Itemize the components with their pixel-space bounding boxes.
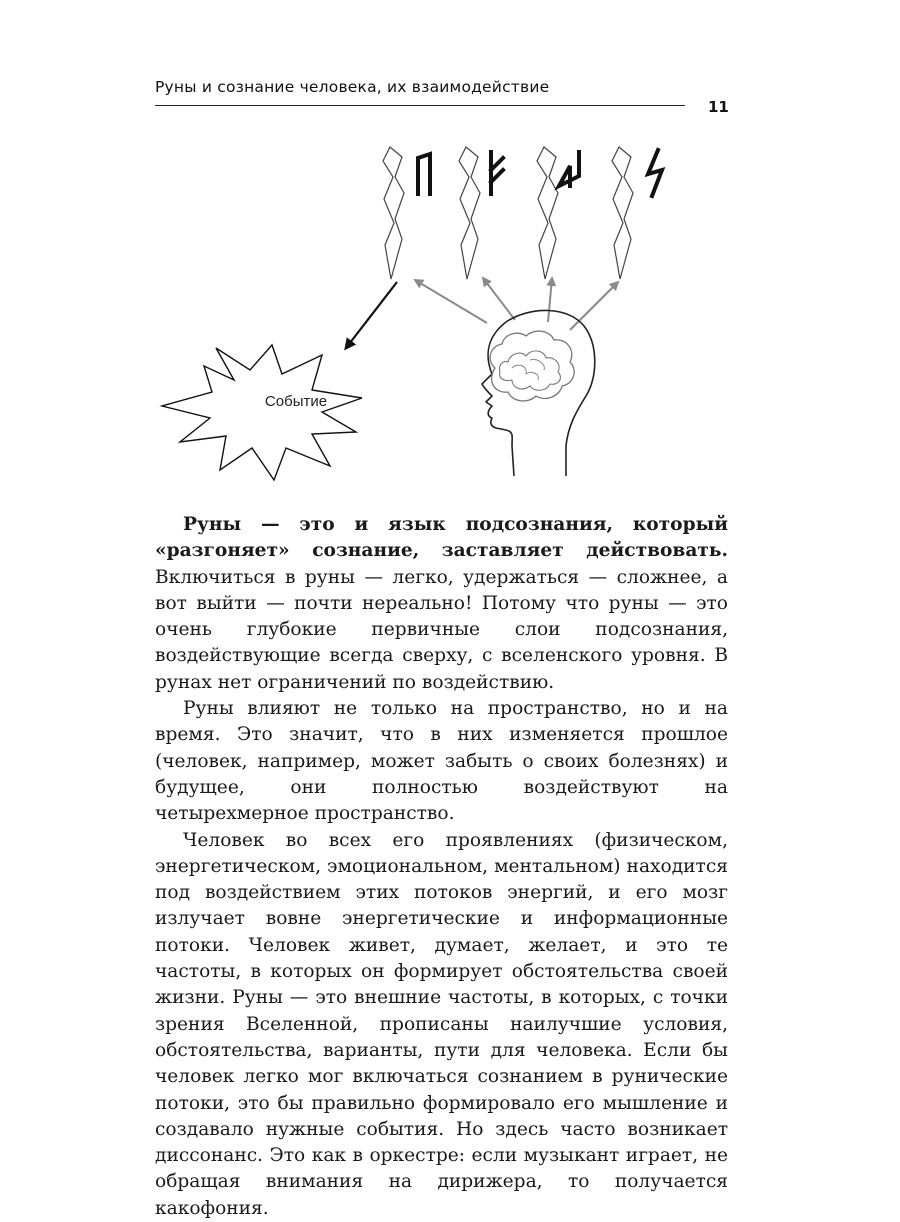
paragraph-text: Человек во всех его проявлениях (физическом, энергетическом, эмоциональном, ментальном) находится под воздействием этих потоков энергий, и его мозг излучает вовне энергетические и информационные потоки. Человек живет, думает, желает, и это те частоты, в которых он формирует обстоятельства своей жизни. Руны — это внешние частоты, в которых, с точки зрения Вселенной, прописаны наилучшие условия, обстоятельства, варианты, пути для человека. Если бы человек легко мог включаться сознанием в рунические потоки, это бы правильно формировало его мышление и создавало нужные события. Но здесь часто возникает диссонанс. Это как в оркестре: если музыкант играет, не обращая внимания на дирижера, то получается какофония. — [155, 829, 728, 1219]
paragraph-text: Включиться в руны — легко, удержаться — сложнее, а вот выйти — почти нереально! Потому что руны — это очень глубокие первичные слои подсознания, воздействующие всегда сверху, с вселенского уровня. В рунах нет ограничений по воздействию. — [155, 566, 728, 693]
arrow-icon — [415, 280, 487, 323]
paragraph-text: Руны влияют не только на пространство, но и на время. Это значит, что в них изменяется прошлое (человек, например, может забыть о своих болезнях) и будущее, они полностью воздействуют на четырехмерное пространство. — [155, 698, 728, 825]
lightning-bolt-icon — [537, 147, 558, 279]
paragraph — [155, 696, 728, 827]
event-label: Событие — [264, 393, 328, 410]
runes-figure — [150, 130, 750, 490]
rune-fehu-icon — [491, 152, 503, 194]
arrow-icon — [483, 278, 515, 320]
rune-sowilo-icon — [648, 150, 662, 196]
paragraph — [155, 512, 728, 696]
header-rule — [155, 105, 685, 106]
page-number: 11 — [708, 98, 729, 116]
running-title: Руны и сознание человека, их взаимодействие — [155, 78, 550, 96]
body-text — [155, 512, 728, 1222]
lightning-bolt-icon — [612, 147, 633, 279]
rune-sowilo-icon — [559, 152, 579, 186]
arrow-icon — [346, 282, 397, 348]
rune-uruz-icon — [418, 154, 430, 194]
lightning-bolt-icon — [459, 147, 480, 279]
lightning-bolt-icon — [383, 147, 404, 279]
arrow-icon — [570, 282, 618, 330]
head-brain-icon — [482, 310, 595, 476]
arrow-icon — [548, 278, 552, 322]
starburst-icon — [162, 345, 362, 480]
paragraph — [155, 828, 728, 1222]
paragraph-bold-lead: Руны — это и язык подсознания, который «разгоняет» сознание, заставляет действовать. — [155, 514, 728, 562]
